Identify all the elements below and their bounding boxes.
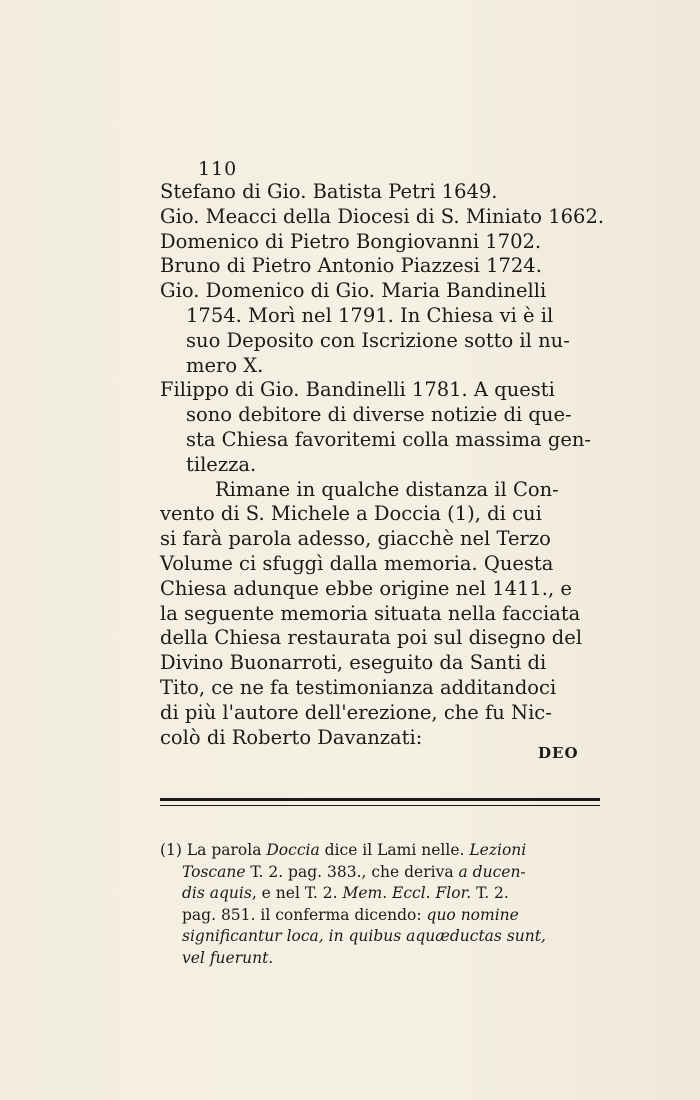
- footnote-italic: a ducen-: [458, 862, 526, 881]
- text-line: Gio. Domenico di Gio. Maria Bandinelli: [160, 279, 547, 303]
- text-line: sono debitore di diverse notizie di que-: [186, 403, 572, 427]
- text-line: Rimane in qualche distanza il Con-: [215, 477, 559, 501]
- text-line: Bruno di Pietro Antonio Piazzesi 1724.: [160, 254, 542, 278]
- footnote-italic: Mem. Eccl. Flor.: [342, 884, 472, 902]
- footnote-text: T. 2.: [471, 884, 509, 902]
- text-line: Tito, ce ne fa testimonianza additandoci: [160, 675, 557, 699]
- text-line: tilezza.: [186, 452, 257, 476]
- text-line: 1754. Morì nel 1791. In Chiesa vi è il: [186, 303, 554, 327]
- footnote-line: [160, 926, 602, 948]
- footnote-italic: Lezioni: [469, 841, 527, 859]
- footnote-italic: Toscane: [182, 862, 246, 881]
- footnote-italic: vel fuerunt.: [182, 948, 274, 967]
- text-line: vento di S. Michele a Doccia (1), di cui: [160, 502, 542, 526]
- footnote-divider: [160, 798, 600, 806]
- text-line: Chiesa adunque ebbe origine nel 1411., e: [160, 576, 572, 600]
- footnote-line: [160, 883, 602, 905]
- footnote-line: [160, 862, 602, 884]
- footnote-line: [160, 905, 602, 927]
- text-line: Filippo di Gio. Bandinelli 1781. A questi: [160, 378, 555, 402]
- footnote: [160, 840, 602, 969]
- footnote-italic: quo nomine: [426, 905, 519, 924]
- page-number: 110: [198, 158, 238, 180]
- footnote-text: pag. 851. il conferma dicendo:: [182, 905, 427, 924]
- text-line: si farà parola adesso, giacchè nel Terzo: [160, 527, 551, 551]
- footnote-text: , e nel T. 2.: [251, 884, 343, 902]
- text-line: Stefano di Gio. Batista Petri 1649.: [160, 180, 498, 203]
- text-line: Divino Buonarroti, eseguito da Santi di: [160, 651, 547, 675]
- footnote-italic: Doccia: [266, 841, 320, 859]
- main-text: [160, 180, 605, 750]
- footnote-text: (1) La parola: [160, 841, 267, 859]
- text-line: colò di Roberto Davanzati:: [160, 725, 423, 749]
- text-line: Volume ci sfuggì dalla memoria. Questa: [160, 551, 554, 575]
- text-line: Domenico di Pietro Bongiovanni 1702.: [160, 229, 542, 253]
- text-line: suo Deposito con Iscrizione sotto il nu-: [186, 328, 570, 352]
- footnote-line: [160, 948, 602, 970]
- footnote-italic: significantur loca, in quibus aquæductas sunt,: [182, 927, 546, 945]
- footnote-italic: dis aquis: [182, 884, 252, 902]
- text-line: della Chiesa restaurata poi sul disegno del: [160, 626, 583, 650]
- text-line: la seguente memoria situata nella facciata: [160, 601, 581, 625]
- footnote-text: T. 2. pag. 383., che deriva: [245, 862, 459, 881]
- catchword: DEO: [538, 744, 579, 762]
- text-line: di più l'autore dell'erezione, che fu Nic-: [160, 700, 552, 724]
- text-line: Gio. Meacci della Diocesi di S. Miniato 1662.: [160, 204, 605, 228]
- text-line: mero X.: [186, 353, 264, 377]
- footnote-line: [160, 840, 602, 862]
- text-line: sta Chiesa favoritemi colla massima gen-: [186, 427, 592, 451]
- footnote-text: dice il Lami nelle.: [319, 841, 470, 859]
